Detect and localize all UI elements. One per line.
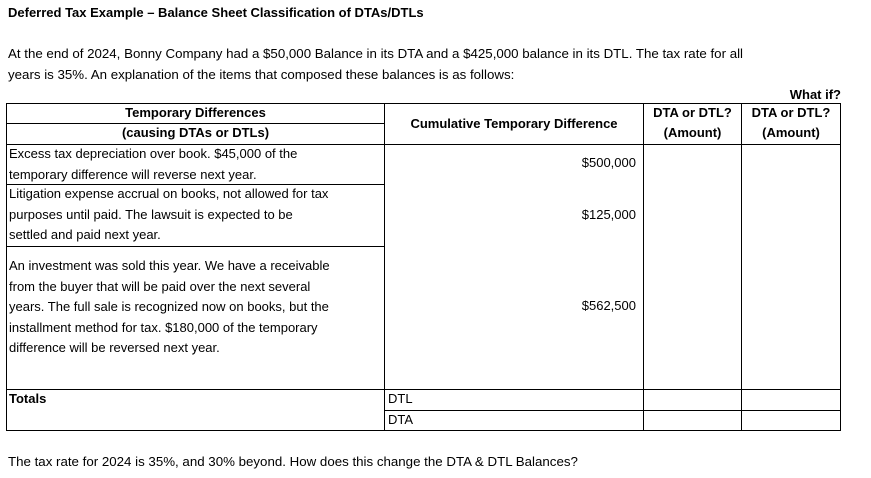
- totals-dta-label: DTA: [388, 412, 414, 427]
- totals-label: Totals: [9, 391, 47, 406]
- intro-line: years is 35%. An explanation of the items that composed these balances is as follows:: [8, 67, 515, 82]
- header-temporary-differences: Temporary Differences: [125, 105, 266, 120]
- row-3-description: An investment was sold this year. We have a receivable from the buyer that will be paid over the next several years. The full sale is recognized now on books, but the installment method for tax. $180,000 of the temporary difference will be reversed next year.: [9, 258, 330, 355]
- header-cumulative: Cumulative Temporary Difference: [410, 116, 618, 131]
- what-if-label: What if?: [789, 87, 841, 102]
- row-3-amount: $562,500: [581, 298, 636, 313]
- row-2-description: Litigation expense accrual on books, not allowed for tax purposes until paid. The lawsuit is expected to be settled and paid next year.: [9, 186, 329, 242]
- header-temporary-differences-sub: (causing DTAs or DTLs): [121, 125, 270, 140]
- row-2-amount: $125,000: [581, 207, 636, 222]
- row-1-description: Excess tax depreciation over book. $45,000 of the temporary difference will reverse next year.: [9, 146, 298, 182]
- totals-dtl-label: DTL: [388, 391, 413, 406]
- footer-question: The tax rate for 2024 is 35%, and 30% beyond. How does this change the DTA & DTL Balances?: [8, 454, 578, 469]
- row-1-amount: $500,000: [581, 155, 636, 170]
- intro-paragraph: [8, 43, 868, 85]
- header-what-if-amount: (Amount): [762, 125, 820, 140]
- header-what-if-dta-dtl: DTA or DTL?: [751, 105, 831, 120]
- intro-line: At the end of 2024, Bonny Company had a $50,000 Balance in its DTA and a $425,000 balance in its DTL. The tax rate for all: [8, 46, 744, 61]
- header-dta-dtl: DTA or DTL?: [653, 105, 732, 120]
- header-dta-dtl-amount: (Amount): [663, 125, 722, 140]
- page-title: Deferred Tax Example – Balance Sheet Classification of DTAs/DTLs: [8, 5, 424, 20]
